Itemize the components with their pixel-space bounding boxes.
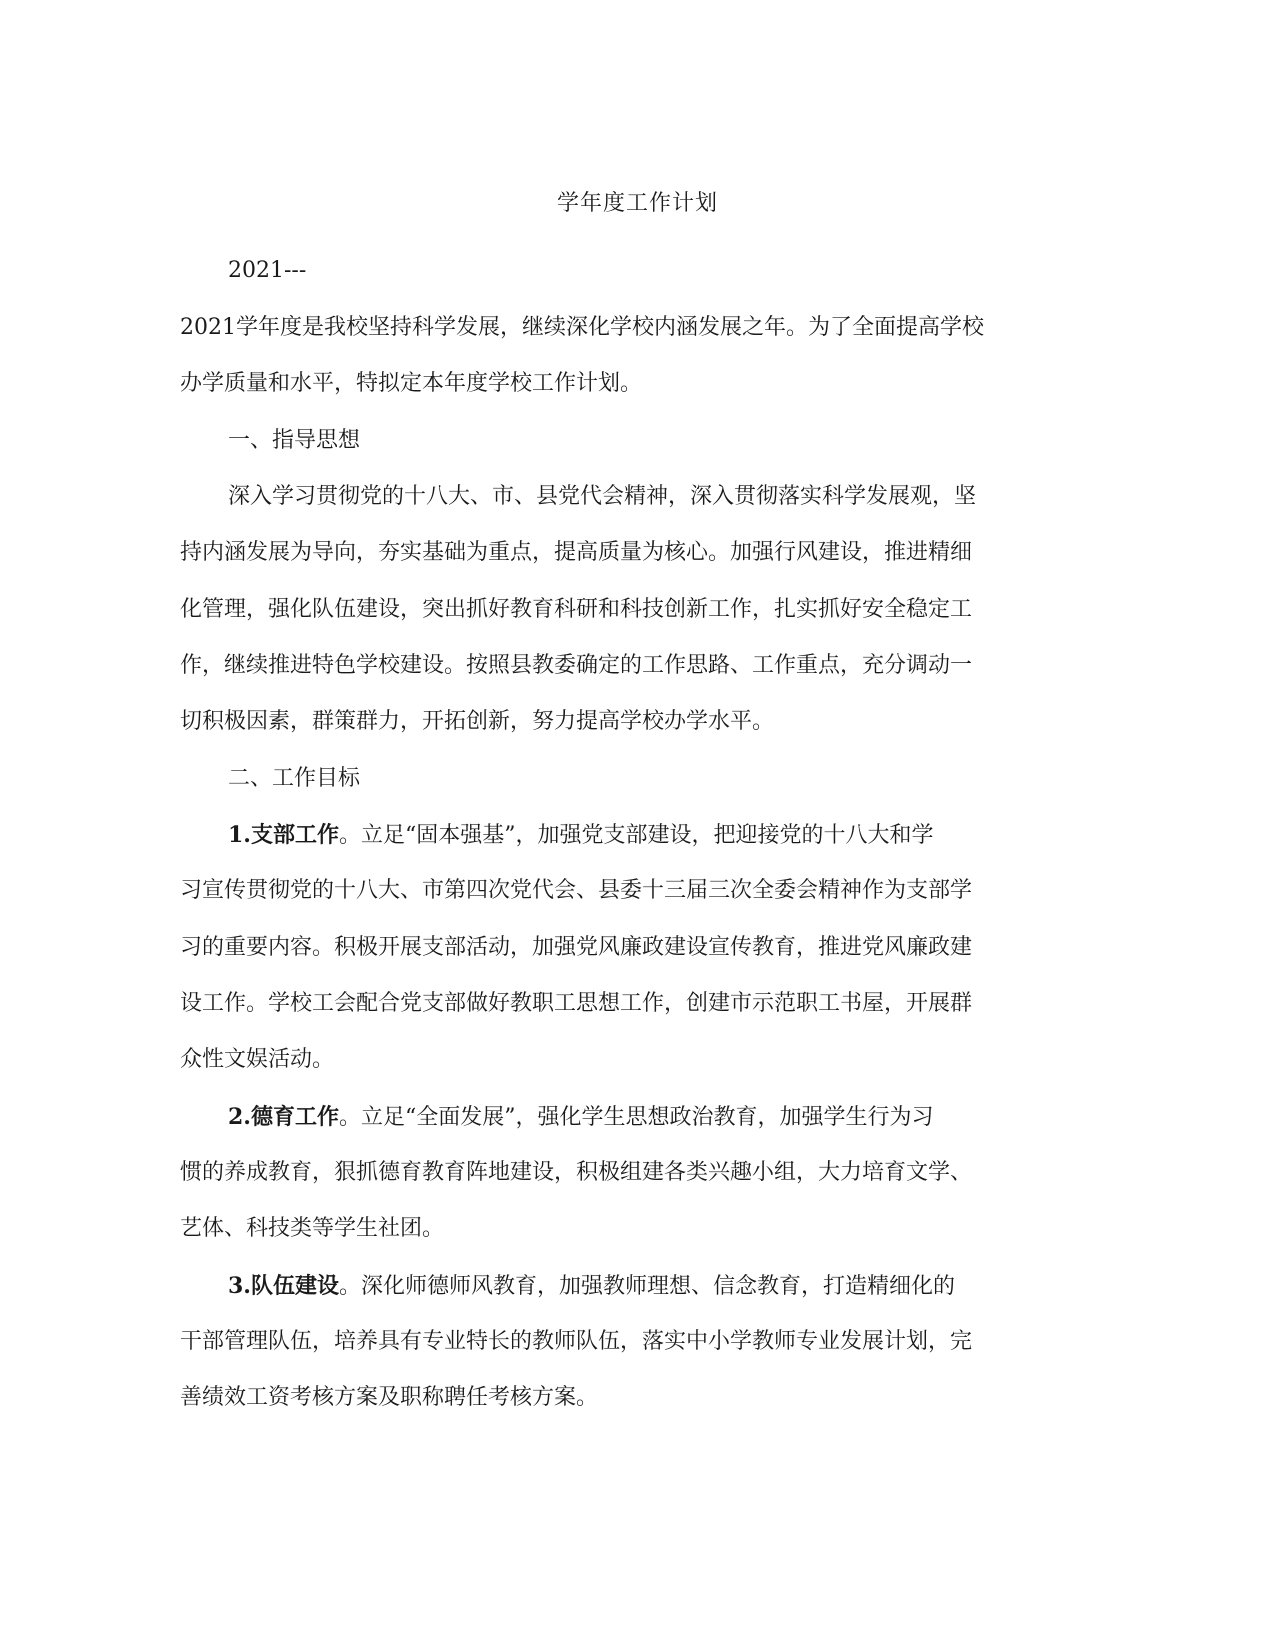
document-page	[180, 0, 1095, 1650]
year-line: 2021---	[228, 258, 307, 283]
paragraph-line: 惯的养成教育，狠抓德育教育阵地建设，积极组建各类兴趣小组，大力培育文学、	[180, 1160, 973, 1185]
item-text: 。立足“全面发展”，强化学生思想政治教育，加强学生行为习	[338, 1105, 934, 1130]
paragraph-line: 切积极因素，群策群力，开拓创新，努力提高学校办学水平。	[180, 709, 775, 734]
paragraph-line: 设工作。学校工会配合党支部做好教职工思想工作，创建市示范职工书屋，开展群	[180, 991, 973, 1016]
paragraph-line	[228, 820, 933, 851]
paragraph-line: 习宣传贯彻党的十八大、市第四次党代会、县委十三届三次全委会精神作为支部学	[180, 878, 973, 903]
paragraph-line: 化管理，强化队伍建设，突出抓好教育科研和科技创新工作，扎实抓好安全稳定工	[180, 597, 973, 622]
paragraph-line: 艺体、科技类等学生社团。	[180, 1216, 445, 1241]
item-text: 。深化师德师风教育，加强教师理想、信念教育，打造精细化的	[338, 1274, 955, 1299]
paragraph-line: 作，继续推进特色学校建设。按照县教委确定的工作思路、工作重点，充分调动一	[180, 653, 973, 678]
paragraph-line: 深入学习贯彻党的十八大、市、县党代会精神，深入贯彻落实科学发展观，坚	[228, 484, 977, 509]
item-heading-team-building: 3.队伍建设	[228, 1273, 339, 1299]
section-heading-work-goals: 二、工作目标	[228, 766, 361, 791]
paragraph-line: 持内涵发展为导向，夯实基础为重点，提高质量为核心。加强行风建设，推进精细	[180, 540, 973, 565]
item-text: 。立足“固本强基”，加强党支部建设，把迎接党的十八大和学	[338, 823, 934, 848]
intro-line-2: 办学质量和水平，特拟定本年度学校工作计划。	[180, 371, 643, 396]
item-heading-moral-education: 2.德育工作	[228, 1104, 339, 1130]
paragraph-line	[228, 1271, 955, 1302]
paragraph-line: 善绩效工资考核方案及职称聘任考核方案。	[180, 1385, 599, 1410]
paragraph-line: 干部管理队伍，培养具有专业特长的教师队伍，落实中小学教师专业发展计划，完	[180, 1329, 973, 1354]
document-title: 学年度工作计划	[556, 191, 718, 216]
paragraph-line: 众性文娱活动。	[180, 1047, 335, 1072]
paragraph-line: 习的重要内容。积极开展支部活动，加强党风廉政建设宣传教育，推进党风廉政建	[180, 935, 973, 960]
section-heading-guiding-ideology: 一、指导思想	[228, 428, 361, 453]
intro-line-1: 2021学年度是我校坚持科学发展，继续深化学校内涵发展之年。为了全面提高学校	[180, 315, 984, 340]
item-heading-branch-work: 1.支部工作	[228, 822, 339, 848]
paragraph-line	[228, 1102, 933, 1133]
